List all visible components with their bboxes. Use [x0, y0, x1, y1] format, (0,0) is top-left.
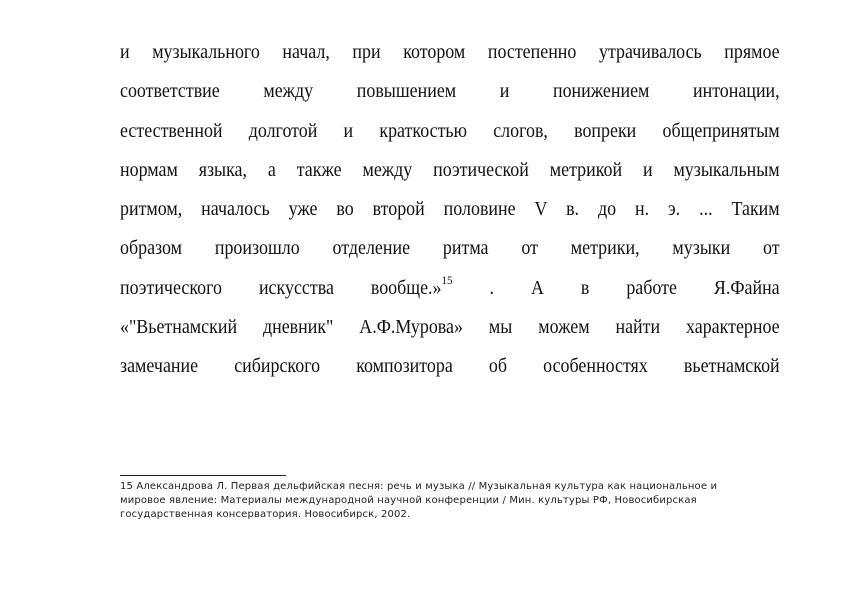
body-line-5: ритмом, началось уже во второй половине V в. до н. э. ... Таким: [120, 199, 780, 221]
footnote: [120, 480, 770, 522]
body-text: [120, 33, 780, 387]
footnote-line-3: государственная консерватория. Новосибирск, 2002.: [120, 509, 411, 520]
body-line-1: и музыкального начал, при котором постепенно утрачивалось прямое: [120, 42, 780, 63]
body-line-7-text: поэтического искусства вообще.»: [120, 277, 442, 299]
footnote-reference: 15: [441, 273, 453, 288]
footnote-line-1: 15 Александрова Л. Первая дельфийская песня: речь и музыка // Музыкальная культура как национальное и: [120, 481, 718, 492]
body-line-3: естественной долготой и краткостью слогов, вопреки общепринятым: [120, 120, 780, 142]
footnote-separator: [120, 475, 286, 476]
body-line-6: образом произошло отделение ритма от метрики, музыки от: [120, 238, 780, 260]
body-line-9: замечание сибирского композитора об особенностях вьетнамской: [120, 356, 780, 378]
footnote-line-2: мировое явление: Материалы международной научной конференции / Мин. культуры РФ, Новосибирская: [120, 495, 697, 506]
body-line-2: соответствие между повышением и понижением интонации,: [120, 81, 780, 103]
body-line-4: нормам языка, а также между поэтической метрикой и музыкальным: [120, 159, 780, 181]
body-line-8: «"Вьетнамский дневник" А.Ф.Мурова» мы можем найти характерное: [120, 317, 780, 339]
body-line-7-continuation: . А в работе Я.Файна: [489, 277, 780, 299]
body-line-7: [120, 269, 780, 308]
